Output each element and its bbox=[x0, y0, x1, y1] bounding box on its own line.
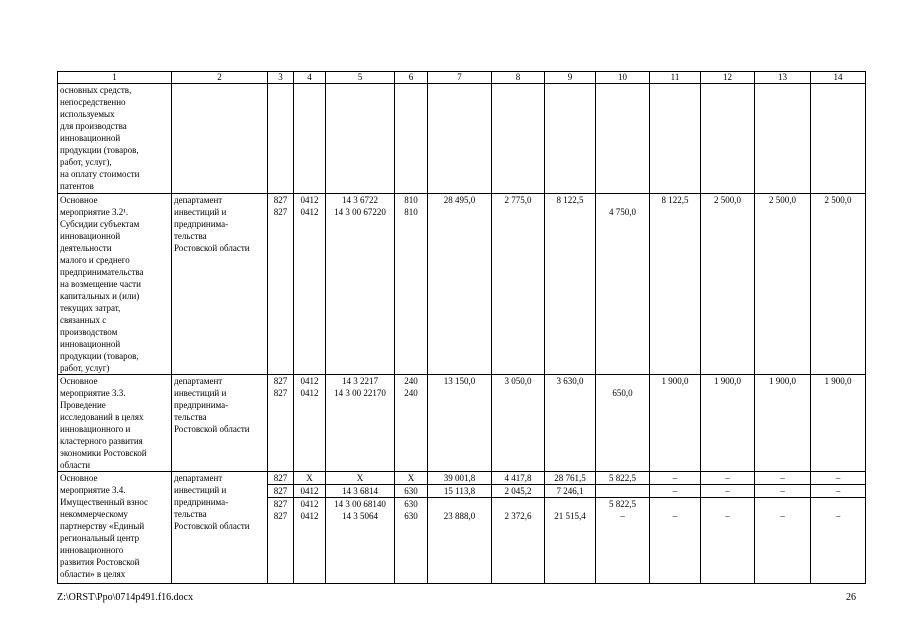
cell-value: 1 900,0 bbox=[769, 376, 796, 386]
cell-value: 0412 bbox=[294, 497, 325, 510]
column-number-6: 6 bbox=[395, 72, 428, 84]
cell-col-10 bbox=[596, 472, 650, 584]
cell-col-12 bbox=[701, 84, 755, 194]
cell-col-6 bbox=[395, 194, 428, 375]
cell-col-14 bbox=[811, 472, 866, 584]
cell-value: – bbox=[780, 511, 785, 521]
cell-col-13 bbox=[755, 194, 811, 375]
activity-name: Основное мероприятие 3.4. Имущественный взнос некоммерческому партнерству «Единый региональный центр инновационного развития Ростовской области» в целях bbox=[60, 473, 149, 579]
cell-col-7 bbox=[428, 194, 492, 375]
cell-value: 1 900,0 bbox=[824, 376, 852, 386]
cell-col-7 bbox=[428, 84, 492, 194]
cell-value: 827 bbox=[273, 388, 288, 398]
column-number-8: 8 bbox=[492, 72, 545, 84]
cell-value: – bbox=[701, 484, 754, 497]
cell-col-1 bbox=[58, 472, 172, 584]
cell-col-14 bbox=[811, 84, 866, 194]
cell-value: 0412 bbox=[300, 511, 319, 521]
cell-value: 5 822,5 bbox=[609, 473, 636, 483]
cell-value: – bbox=[835, 473, 841, 483]
cell-value: 240 bbox=[404, 376, 418, 386]
file-path: Z:\ORST\Ppo\0714p491.f16.docx bbox=[57, 592, 194, 603]
cell-col-9 bbox=[545, 84, 596, 194]
cell-col-1 bbox=[58, 84, 172, 194]
cell-value bbox=[428, 497, 491, 510]
cell-col-1 bbox=[58, 375, 172, 472]
executor: департамент инвестиций и предпринима- тельства Ростовской области bbox=[174, 195, 250, 253]
cell-col-6 bbox=[395, 84, 428, 194]
cell-col-8 bbox=[492, 472, 545, 584]
cell-value bbox=[755, 497, 810, 510]
column-number-2: 2 bbox=[172, 72, 268, 84]
cell-value bbox=[701, 497, 754, 510]
cell-value bbox=[598, 375, 647, 387]
cell-col-12 bbox=[701, 194, 755, 375]
cell-value: 810 bbox=[404, 195, 418, 205]
header-row bbox=[58, 72, 866, 84]
cell-value: X bbox=[356, 473, 364, 483]
cell-value: 0412 bbox=[300, 195, 319, 205]
cell-value: 2 500,0 bbox=[824, 195, 852, 205]
cell-value: 0412 bbox=[294, 484, 325, 497]
cell-col-1 bbox=[58, 194, 172, 375]
cell-value: 14 3 00 22170 bbox=[334, 388, 386, 398]
cell-value: 630 bbox=[404, 511, 418, 521]
cell-col-9 bbox=[545, 472, 596, 584]
cell-value: 14 3 00 67220 bbox=[334, 207, 386, 217]
cell-col-7 bbox=[428, 472, 492, 584]
cell-value: 7 246,1 bbox=[545, 484, 595, 497]
cell-value: – bbox=[725, 473, 730, 483]
cell-value: 827 bbox=[273, 473, 288, 483]
cell-value: – bbox=[725, 511, 730, 521]
column-number-7: 7 bbox=[428, 72, 492, 84]
cell-value: 28 761,5 bbox=[554, 473, 586, 483]
cell-value: 3 050,0 bbox=[504, 376, 532, 386]
column-number-14: 14 bbox=[811, 72, 866, 84]
page-number: 26 bbox=[846, 592, 856, 603]
cell-col-5 bbox=[326, 194, 395, 375]
table-row bbox=[58, 472, 866, 584]
cell-col-3 bbox=[268, 472, 294, 584]
cell-value: 4 417,8 bbox=[504, 473, 532, 483]
cell-col-2 bbox=[172, 375, 268, 472]
activity-name: Основное мероприятие 3.2¹. Субсидии субъектам инновационной деятельности малого и среднего предпринимательства на возмещение части капитальных и (или) текущих затрат, связанных с производством инновационной продукции (товаров, работ, услуг) bbox=[60, 195, 144, 373]
cell-col-8 bbox=[492, 84, 545, 194]
cell-col-10 bbox=[596, 375, 650, 472]
cell-col-2 bbox=[172, 194, 268, 375]
cell-value: 2 045,2 bbox=[492, 484, 544, 497]
cell-value: 630 bbox=[395, 497, 427, 510]
cell-col-14 bbox=[811, 194, 866, 375]
cell-col-14 bbox=[811, 375, 866, 472]
cell-value: 1 900,0 bbox=[714, 376, 741, 386]
cell-value: – bbox=[620, 511, 625, 521]
cell-value bbox=[545, 497, 595, 510]
cell-value bbox=[492, 497, 544, 510]
cell-col-3 bbox=[268, 194, 294, 375]
cell-col-2 bbox=[172, 84, 268, 194]
column-number-3: 3 bbox=[268, 72, 294, 84]
executor: департамент инвестиций и предпринима- тельства Ростовской области bbox=[174, 376, 250, 434]
cell-value: – bbox=[650, 484, 700, 497]
cell-col-13 bbox=[755, 84, 811, 194]
cell-value: – bbox=[835, 511, 841, 521]
cell-value: 14 3 6722 bbox=[342, 195, 378, 205]
column-number-4: 4 bbox=[294, 72, 326, 84]
column-number-11: 11 bbox=[650, 72, 701, 84]
cell-value: 8 122,5 bbox=[556, 195, 584, 205]
cell-col-5 bbox=[326, 84, 395, 194]
cell-value: 14 3 5064 bbox=[342, 511, 378, 521]
cell-value: 14 3 2217 bbox=[342, 376, 378, 386]
cell-col-10 bbox=[596, 84, 650, 194]
cell-col-2 bbox=[172, 472, 268, 584]
cell-value: 2 500,0 bbox=[714, 195, 741, 205]
cell-value: 0412 bbox=[300, 388, 319, 398]
cell-col-5 bbox=[326, 472, 395, 584]
cell-value bbox=[598, 194, 647, 206]
cell-value: 8 122,5 bbox=[661, 195, 689, 205]
cell-value: 3 630,0 bbox=[556, 376, 584, 386]
cell-value bbox=[650, 497, 700, 510]
cell-value: 14 3 6814 bbox=[326, 484, 394, 497]
cell-col-3 bbox=[268, 84, 294, 194]
cell-value: 810 bbox=[404, 207, 418, 217]
cell-col-5 bbox=[326, 375, 395, 472]
cell-value bbox=[811, 497, 865, 510]
cell-col-6 bbox=[395, 375, 428, 472]
cell-col-11 bbox=[650, 375, 701, 472]
cell-value: 5 822,5 bbox=[596, 497, 649, 510]
cell-col-11 bbox=[650, 84, 701, 194]
cell-value: 240 bbox=[404, 388, 418, 398]
table-row bbox=[58, 84, 866, 194]
cell-col-6 bbox=[395, 472, 428, 584]
column-number-13: 13 bbox=[755, 72, 811, 84]
cell-value: 39 001,8 bbox=[443, 473, 476, 483]
cell-value: 21 515,4 bbox=[554, 511, 586, 521]
cell-col-10 bbox=[596, 194, 650, 375]
cell-col-4 bbox=[294, 375, 326, 472]
cell-col-12 bbox=[701, 375, 755, 472]
table-row bbox=[58, 194, 866, 375]
cell-col-11 bbox=[650, 194, 701, 375]
cell-value: 0412 bbox=[300, 207, 319, 217]
cell-value: 15 113,8 bbox=[428, 484, 491, 497]
cell-col-4 bbox=[294, 194, 326, 375]
column-number-12: 12 bbox=[701, 72, 755, 84]
cell-value: – bbox=[672, 473, 678, 483]
cell-value: – bbox=[755, 484, 810, 497]
executor: департамент инвестиций и предпринима- тельства Ростовской области bbox=[174, 473, 250, 531]
cell-col-7 bbox=[428, 375, 492, 472]
activity-name: Основное мероприятие 3.3. Проведение исследований в целях инновационного и кластерного развития экономики Ростовской области bbox=[60, 376, 147, 470]
cell-col-13 bbox=[755, 375, 811, 472]
cell-col-11 bbox=[650, 472, 701, 584]
cell-col-13 bbox=[755, 472, 811, 584]
column-number-10: 10 bbox=[596, 72, 650, 84]
cell-value: 827 bbox=[268, 484, 293, 497]
column-number-1: 1 bbox=[58, 72, 172, 84]
cell-value: 28 495,0 bbox=[443, 195, 476, 205]
cell-value: – bbox=[672, 511, 678, 521]
cell-value bbox=[596, 484, 649, 497]
cell-value: 650,0 bbox=[612, 388, 633, 398]
cell-value: 13 150,0 bbox=[443, 376, 476, 386]
cell-value: – bbox=[780, 473, 785, 483]
cell-value: 2 775,0 bbox=[504, 195, 532, 205]
cell-value: 630 bbox=[395, 484, 427, 497]
cell-col-12 bbox=[701, 472, 755, 584]
cell-value: 4 750,0 bbox=[609, 207, 636, 217]
cell-col-8 bbox=[492, 375, 545, 472]
cell-value: 827 bbox=[273, 207, 288, 217]
cell-value: X bbox=[407, 473, 415, 483]
cell-col-4 bbox=[294, 84, 326, 194]
cell-value: 827 bbox=[268, 497, 293, 510]
cell-value: 827 bbox=[273, 376, 288, 386]
column-number-9: 9 bbox=[545, 72, 596, 84]
cell-col-4 bbox=[294, 472, 326, 584]
cell-col-9 bbox=[545, 375, 596, 472]
table-row bbox=[58, 375, 866, 472]
cell-col-9 bbox=[545, 194, 596, 375]
column-number-5: 5 bbox=[326, 72, 395, 84]
cell-value: X bbox=[306, 473, 313, 483]
cell-value: 827 bbox=[273, 511, 288, 521]
cell-value: 827 bbox=[273, 195, 288, 205]
cell-value: 2 500,0 bbox=[769, 195, 796, 205]
cell-value: 23 888,0 bbox=[443, 511, 476, 521]
cell-value: 14 3 00 68140 bbox=[326, 497, 394, 510]
cell-col-3 bbox=[268, 375, 294, 472]
cell-value: 0412 bbox=[300, 376, 319, 386]
cell-col-8 bbox=[492, 194, 545, 375]
program-table bbox=[57, 71, 866, 584]
cell-value: 1 900,0 bbox=[661, 376, 689, 386]
cell-value: 2 372,6 bbox=[504, 511, 532, 521]
activity-name: основных средств, непосредственно используемых для производства инновационной продукции (товаров, работ, услуг), на оплату стоимости патентов bbox=[60, 85, 140, 191]
cell-value: – bbox=[811, 484, 865, 497]
